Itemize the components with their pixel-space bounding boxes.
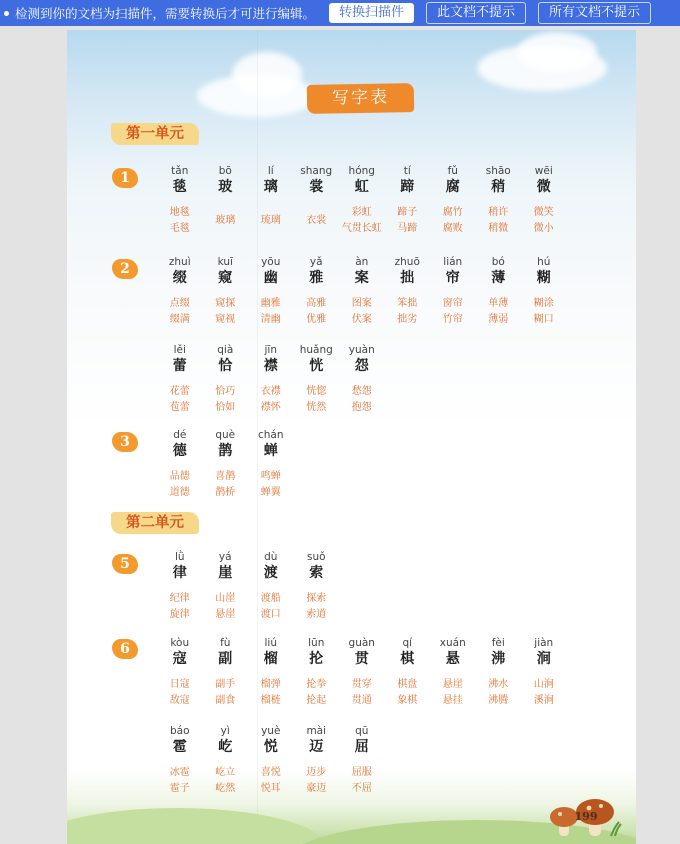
character-entry	[339, 636, 385, 710]
example-word: 幽雅	[260, 298, 281, 309]
example-word: 优雅	[306, 314, 327, 325]
example-word: 悬崖	[215, 609, 236, 620]
pinyin: shang	[300, 165, 333, 177]
example-word: 笨拙	[397, 298, 418, 309]
pinyin: fù	[220, 637, 231, 649]
pinyin: fǔ	[447, 165, 458, 177]
hanzi: 屹	[218, 739, 233, 755]
example-word: 日寇	[169, 679, 190, 690]
character-entry	[476, 636, 522, 710]
example-word: 抱怨	[351, 402, 372, 413]
character-entry	[248, 428, 294, 502]
example-word: 恍然	[306, 402, 327, 413]
word-examples	[339, 295, 385, 329]
scan-notice-message: 检测到你的文档为扫描件，需要转换后才可进行编辑。	[15, 6, 316, 21]
word-examples	[248, 764, 294, 798]
word-examples	[294, 590, 340, 624]
example-word: 腐败	[442, 223, 463, 234]
hanzi: 腐	[445, 179, 460, 195]
character-entry	[294, 724, 340, 798]
example-word: 探索	[306, 593, 327, 604]
example-word: 蹄子	[397, 207, 418, 218]
example-word: 襟怀	[260, 402, 281, 413]
pinyin: tǎn	[171, 165, 189, 177]
example-word: 琉璃	[260, 215, 281, 226]
example-word: 马蹄	[397, 223, 418, 234]
example-word: 玻璃	[215, 215, 236, 226]
pinyin: shāo	[485, 165, 511, 177]
pinyin: suǒ	[306, 551, 326, 563]
example-word: 薄弱	[488, 314, 509, 325]
scan-notice-bar	[0, 0, 680, 26]
hanzi: 律	[172, 565, 187, 581]
example-word: 微小	[533, 223, 554, 234]
example-word: 旋律	[169, 609, 190, 620]
example-word: 豪迈	[306, 783, 327, 794]
character-entry	[157, 428, 203, 502]
hanzi: 恰	[218, 358, 233, 374]
example-word: 抡起	[306, 695, 327, 706]
word-examples	[476, 295, 522, 329]
hanzi: 涧	[536, 651, 551, 667]
character-entry	[248, 343, 294, 417]
hanzi: 寇	[172, 651, 187, 667]
example-word: 榴梿	[260, 695, 281, 706]
pinyin: liú	[264, 637, 277, 649]
example-word: 抡拳	[306, 679, 327, 690]
example-word: 单薄	[488, 298, 509, 309]
pinyin: dù	[264, 551, 278, 563]
character-entry	[157, 343, 203, 417]
character-entry	[203, 255, 249, 329]
character-entry	[521, 255, 567, 329]
hanzi: 拙	[400, 270, 415, 286]
pinyin: jiàn	[534, 637, 554, 649]
pinyin: qū	[355, 725, 369, 737]
dismiss-this-doc-button[interactable]: 此文档不提示	[426, 2, 526, 24]
char-row	[157, 164, 567, 238]
hanzi: 恍	[309, 358, 324, 374]
word-examples	[339, 764, 385, 798]
word-examples	[157, 295, 203, 329]
word-examples	[157, 468, 203, 502]
hanzi: 悦	[263, 739, 278, 755]
example-word: 地毯	[169, 207, 190, 218]
example-word: 恰如	[215, 402, 236, 413]
example-word: 苞蕾	[169, 402, 190, 413]
pinyin: lián	[443, 256, 463, 268]
hanzi: 迈	[309, 739, 324, 755]
hanzi: 棋	[400, 651, 415, 667]
hanzi: 副	[218, 651, 233, 667]
convert-scan-button[interactable]: 转换扫描件	[329, 3, 414, 23]
word-examples	[294, 383, 340, 417]
word-examples	[157, 764, 203, 798]
unit-banner-1: 第一单元	[111, 123, 199, 145]
example-word: 象棋	[397, 695, 418, 706]
example-word: 糊涂	[533, 298, 554, 309]
char-row	[157, 636, 567, 710]
example-word: 渡口	[260, 609, 281, 620]
character-entry	[294, 255, 340, 329]
pinyin: lěi	[173, 344, 186, 356]
hanzi: 璃	[263, 179, 278, 195]
word-examples	[203, 468, 249, 502]
character-entry	[430, 164, 476, 238]
hanzi: 薄	[491, 270, 506, 286]
unit-banner-2: 第二单元	[111, 512, 199, 534]
character-entry	[339, 255, 385, 329]
example-word: 悬挂	[442, 695, 463, 706]
example-word: 沸水	[488, 679, 509, 690]
pinyin: dé	[173, 429, 187, 441]
character-entry	[248, 255, 294, 329]
hanzi: 虹	[354, 179, 369, 195]
pinyin: kuī	[217, 256, 233, 268]
example-word: 喜鹊	[215, 471, 236, 482]
hanzi: 缀	[172, 270, 187, 286]
pinyin: yōu	[261, 256, 281, 268]
lesson-badge-1: 1	[112, 168, 138, 188]
example-word: 雹子	[169, 783, 190, 794]
character-entry	[339, 164, 385, 238]
hanzi: 糊	[536, 270, 551, 286]
lesson-badge-6: 6	[112, 639, 138, 659]
character-entry	[294, 550, 340, 624]
character-entry	[203, 550, 249, 624]
character-entry	[385, 636, 431, 710]
character-entry	[339, 343, 385, 417]
pinyin: zhuì	[168, 256, 191, 268]
example-word: 窥探	[215, 298, 236, 309]
hanzi: 蕾	[172, 358, 187, 374]
example-word: 不屈	[351, 783, 372, 794]
word-examples	[385, 676, 431, 710]
example-word: 山崖	[215, 593, 236, 604]
character-entry	[294, 636, 340, 710]
example-word: 鹊桥	[215, 487, 236, 498]
example-word: 微笑	[533, 207, 554, 218]
pinyin: chán	[257, 429, 284, 441]
char-row	[157, 550, 339, 624]
example-word: 恰巧	[215, 386, 236, 397]
example-word: 缀满	[169, 314, 190, 325]
character-entry	[157, 255, 203, 329]
word-examples	[294, 676, 340, 710]
example-word: 榴弹	[260, 679, 281, 690]
hanzi: 渡	[263, 565, 278, 581]
character-entry	[248, 636, 294, 710]
hanzi: 裳	[309, 179, 324, 195]
example-word: 屹立	[215, 767, 236, 778]
pinyin: guàn	[348, 637, 375, 649]
example-word: 纪律	[169, 593, 190, 604]
hanzi: 微	[536, 179, 551, 195]
example-word: 沸腾	[488, 695, 509, 706]
example-word: 衣裳	[306, 215, 327, 226]
word-examples	[476, 204, 522, 238]
example-word: 腐竹	[442, 207, 463, 218]
hanzi: 雅	[309, 270, 324, 286]
character-entry	[430, 255, 476, 329]
character-entry	[294, 164, 340, 238]
word-examples	[203, 590, 249, 624]
word-examples	[521, 676, 567, 710]
hanzi: 贯	[354, 651, 369, 667]
pinyin: àn	[355, 256, 369, 268]
pinyin: tí	[403, 165, 411, 177]
character-entry	[521, 636, 567, 710]
pinyin: jīn	[264, 344, 277, 356]
word-examples	[248, 676, 294, 710]
char-row	[157, 724, 385, 798]
pinyin: hú	[537, 256, 551, 268]
word-examples	[157, 204, 203, 238]
example-word: 贯穿	[351, 679, 372, 690]
word-examples	[157, 676, 203, 710]
pinyin: báo	[169, 725, 190, 737]
example-word: 冰雹	[169, 767, 190, 778]
character-entry	[203, 428, 249, 502]
example-word: 索道	[306, 609, 327, 620]
hanzi: 毯	[172, 179, 187, 195]
pinyin: hóng	[348, 165, 375, 177]
example-word: 棋盘	[397, 679, 418, 690]
character-entry	[385, 164, 431, 238]
info-dot-icon	[4, 11, 9, 16]
word-examples	[339, 676, 385, 710]
hanzi: 案	[354, 270, 369, 286]
pinyin: yǎ	[309, 256, 323, 268]
pinyin: bō	[218, 165, 232, 177]
example-word: 拙劣	[397, 314, 418, 325]
char-row	[157, 343, 385, 417]
word-examples	[339, 383, 385, 417]
word-examples	[248, 295, 294, 329]
character-entry	[521, 164, 567, 238]
pinyin: bó	[491, 256, 505, 268]
char-row	[157, 428, 294, 502]
lesson-badge-3: 3	[112, 432, 138, 452]
hanzi: 抡	[309, 651, 324, 667]
hanzi: 幽	[263, 270, 278, 286]
character-entry	[157, 550, 203, 624]
word-examples	[203, 204, 249, 238]
pinyin: lūn	[308, 637, 325, 649]
hanzi: 怨	[354, 358, 369, 374]
word-examples	[294, 295, 340, 329]
pinyin: fèi	[491, 637, 505, 649]
pinyin: yì	[220, 725, 230, 737]
word-examples	[430, 676, 476, 710]
hanzi: 沸	[491, 651, 506, 667]
hanzi: 帘	[445, 270, 460, 286]
example-word: 愁怨	[351, 386, 372, 397]
example-word: 恍惚	[306, 386, 327, 397]
word-examples	[203, 764, 249, 798]
character-entry	[294, 343, 340, 417]
example-word: 屈服	[351, 767, 372, 778]
character-entry	[476, 164, 522, 238]
pinyin: yuè	[261, 725, 281, 737]
hanzi: 悬	[445, 651, 460, 667]
pinyin: mài	[306, 725, 327, 737]
page-title: 写字表	[307, 83, 414, 114]
example-word: 衣襟	[260, 386, 281, 397]
word-examples	[521, 295, 567, 329]
pinyin: kòu	[170, 637, 190, 649]
example-word: 品德	[169, 471, 190, 482]
word-examples	[430, 204, 476, 238]
hanzi: 蝉	[263, 443, 278, 459]
example-word: 气贯长虹	[341, 223, 382, 234]
example-word: 渡船	[260, 593, 281, 604]
hanzi: 玻	[218, 179, 233, 195]
word-examples	[385, 204, 431, 238]
lesson-badge-2: 2	[112, 259, 138, 279]
word-examples	[430, 295, 476, 329]
character-entry	[385, 255, 431, 329]
word-examples	[203, 295, 249, 329]
example-word: 鸣蝉	[260, 471, 281, 482]
lesson-badge-5: 5	[112, 554, 138, 574]
hanzi: 窥	[218, 270, 233, 286]
word-examples	[157, 383, 203, 417]
pinyin: wēi	[534, 165, 553, 177]
cloud-decoration	[232, 52, 302, 97]
hanzi: 崖	[218, 565, 233, 581]
example-word: 副食	[215, 695, 236, 706]
hanzi: 鹊	[218, 443, 233, 459]
example-word: 迈步	[306, 767, 327, 778]
character-entry	[157, 636, 203, 710]
example-word: 窗帘	[442, 298, 463, 309]
word-examples	[248, 590, 294, 624]
character-entry	[157, 724, 203, 798]
example-word: 花蕾	[169, 386, 190, 397]
character-entry	[248, 164, 294, 238]
character-entry	[339, 724, 385, 798]
pinyin: qí	[402, 637, 413, 649]
example-word: 清幽	[260, 314, 281, 325]
pinyin: lí	[267, 165, 274, 177]
example-word: 点缀	[169, 298, 190, 309]
hanzi: 榴	[263, 651, 278, 667]
example-word: 贯通	[351, 695, 372, 706]
example-word: 溪涧	[533, 695, 554, 706]
example-word: 竹帘	[442, 314, 463, 325]
example-word: 窥视	[215, 314, 236, 325]
example-word: 稍许	[488, 207, 509, 218]
pinyin: yá	[218, 551, 232, 563]
pinyin: zhuō	[394, 256, 420, 268]
document-page	[67, 30, 636, 844]
hanzi: 屈	[354, 739, 369, 755]
character-entry	[157, 164, 203, 238]
character-entry	[203, 636, 249, 710]
example-word: 道德	[169, 487, 190, 498]
word-examples	[203, 676, 249, 710]
pinyin: xuán	[439, 637, 466, 649]
word-examples	[294, 204, 340, 238]
hanzi: 蹄	[400, 179, 415, 195]
example-word: 毛毯	[169, 223, 190, 234]
hanzi: 稍	[491, 179, 506, 195]
word-examples	[203, 383, 249, 417]
example-word: 蝉翼	[260, 487, 281, 498]
word-examples	[248, 468, 294, 502]
example-word: 稍微	[488, 223, 509, 234]
character-entry	[248, 550, 294, 624]
word-examples	[248, 383, 294, 417]
example-word: 高雅	[306, 298, 327, 309]
pinyin: yuàn	[348, 344, 375, 356]
hanzi: 德	[172, 443, 187, 459]
character-entry	[430, 636, 476, 710]
character-entry	[476, 255, 522, 329]
example-word: 彩虹	[351, 207, 372, 218]
example-word: 悬崖	[442, 679, 463, 690]
example-word: 悦耳	[260, 783, 281, 794]
character-entry	[203, 164, 249, 238]
example-word: 屹然	[215, 783, 236, 794]
word-examples	[521, 204, 567, 238]
character-entry	[248, 724, 294, 798]
dismiss-all-docs-button[interactable]: 所有文档不提示	[538, 2, 651, 24]
hanzi: 索	[309, 565, 324, 581]
pinyin: huǎng	[299, 344, 333, 356]
word-examples	[476, 676, 522, 710]
page-number: 199	[574, 810, 598, 823]
pinyin: qià	[217, 344, 234, 356]
example-word: 敌寇	[169, 695, 190, 706]
char-row	[157, 255, 567, 329]
cloud-decoration	[517, 32, 597, 72]
pinyin: què	[215, 429, 236, 441]
example-word: 喜悦	[260, 767, 281, 778]
word-examples	[248, 204, 294, 238]
pinyin: lǜ	[174, 551, 185, 563]
hill-decoration	[67, 808, 327, 844]
example-word: 伏案	[351, 314, 372, 325]
word-examples	[339, 204, 385, 238]
word-examples	[294, 764, 340, 798]
example-word: 山涧	[533, 679, 554, 690]
example-word: 糊口	[533, 314, 554, 325]
hanzi: 襟	[263, 358, 278, 374]
word-examples	[157, 590, 203, 624]
character-entry	[203, 343, 249, 417]
word-examples	[385, 295, 431, 329]
hanzi: 雹	[172, 739, 187, 755]
character-entry	[203, 724, 249, 798]
example-word: 图案	[351, 298, 372, 309]
example-word: 副手	[215, 679, 236, 690]
